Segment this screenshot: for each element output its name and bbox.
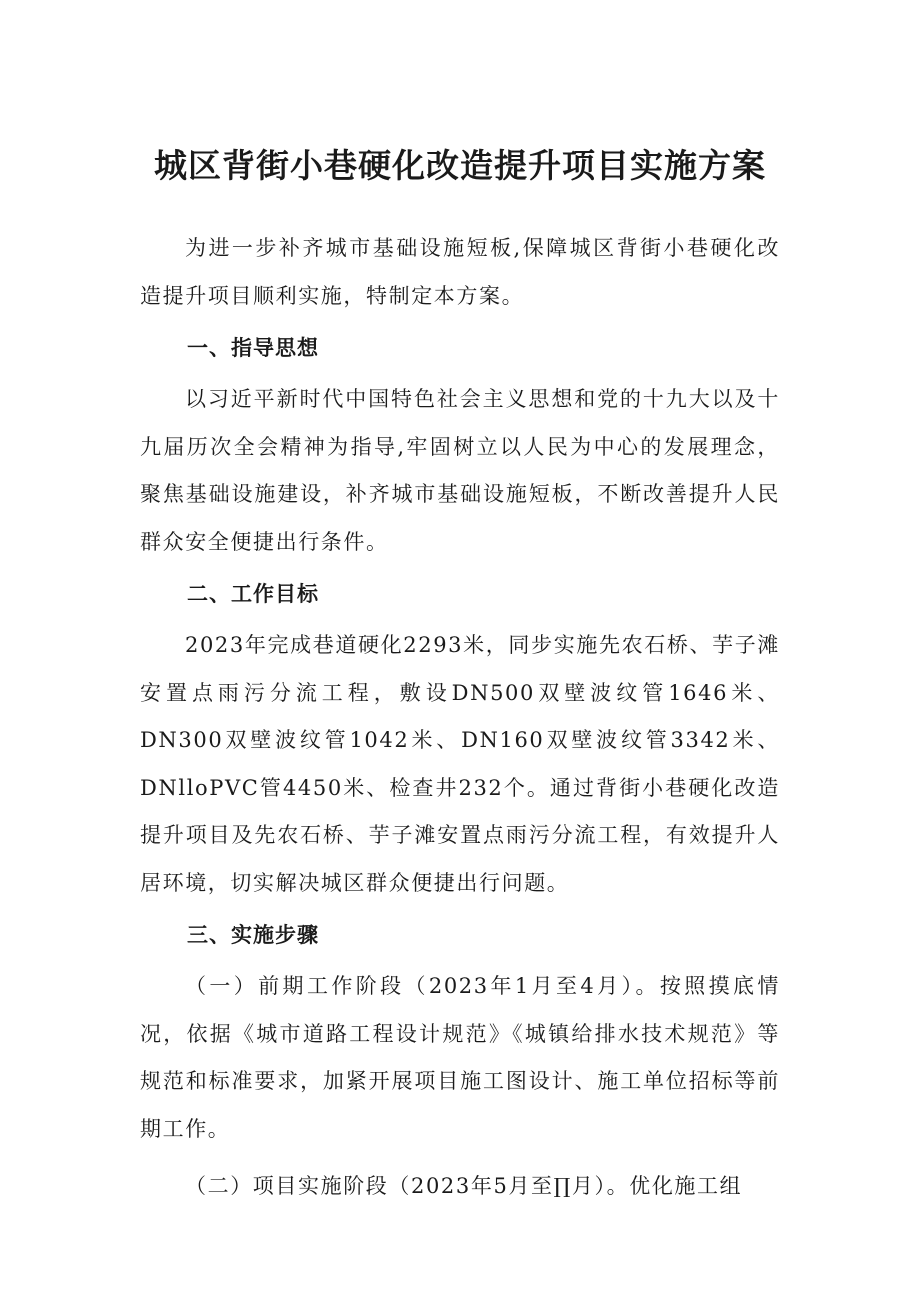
document-title: 城区背街小巷硬化改造提升项目实施方案 <box>154 146 766 185</box>
section-heading-guiding-ideology: 一、指导思想 <box>187 336 319 360</box>
implementation-stage-paragraph: （二）项目实施阶段（2023年5月至∏月）。优化施工组 <box>185 1174 743 1198</box>
work-goals-paragraph: 2023年完成巷道硬化2293米，同步实施先农石桥、芋子滩安置点雨污分流工程，敷设DN500双壁波纹管1646米、DN300双壁波纹管1042米、DN160双壁波纹管3342米、DNlloPVC管4450米、检查井232个。通过背街小巷硬化改造提升项目及先农石桥、芋子滩安置点雨污分流工程，有效提升人居环境，切实解决城区群众便捷出行问题。 <box>140 633 780 895</box>
section-heading-implementation-steps: 三、实施步骤 <box>187 923 319 947</box>
document-body <box>140 225 780 1211</box>
guiding-ideology-paragraph: 以习近平新时代中国特色社会主义思想和党的十九大以及十九届历次全会精神为指导,牢固树立以人民为中心的发展理念，聚焦基础设施建设，补齐城市基础设施短板，不断改善提升人民群众安全便捷出行条件。 <box>140 387 780 554</box>
section-heading-work-goals: 二、工作目标 <box>187 582 319 606</box>
intro-paragraph: 为进一步补齐城市基础设施短板,保障城区背街小巷硬化改造提升项目顺利实施，特制定本方案。 <box>140 236 780 308</box>
preliminary-stage-paragraph: （一）前期工作阶段（2023年1月至4月）。按照摸底情况，依据《城市道路工程设计规范》《城镇给排水技术规范》等规范和标准要求，加紧开展项目施工图设计、施工单位招标等前期工作。 <box>140 974 780 1141</box>
